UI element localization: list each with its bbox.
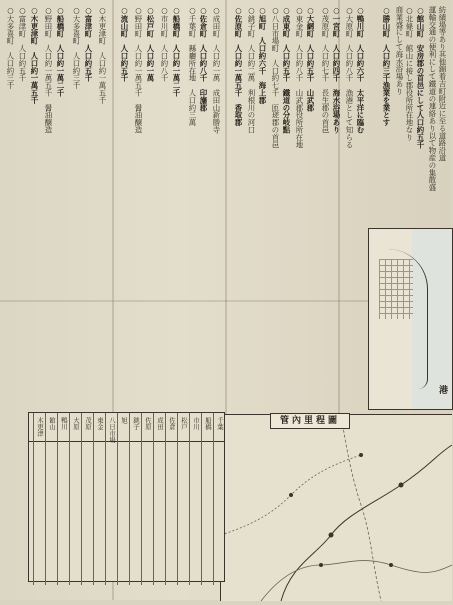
text-column: ○野田町 人口約一萬五千 醤油醸造: [134, 6, 143, 134]
table-column: 松戸: [177, 413, 189, 585]
text-column: ○八日市場町 人口約七千 匝瑳郡の首邑: [271, 6, 280, 149]
text-column: ○茂原町 人口約七千 長生郡の首邑: [321, 6, 330, 134]
text-column: ○旭町 人口約六千 海上郡: [258, 6, 267, 104]
route-map-title: 管內里程圖: [270, 413, 350, 429]
text-column: ○佐原町 人口約一萬五千 香取郡: [234, 6, 243, 126]
text-column: ○富津町 人口約五千: [18, 6, 27, 82]
table-column: 館山: [45, 413, 57, 585]
text-column: ○館山町 安房郡の首邑にして人口約五千: [416, 6, 425, 149]
text-column: ○船橋町 人口約一萬二千: [172, 6, 181, 97]
text-column: 紡績場等あり其他錦着吉町附近に至る道路沿道: [438, 6, 447, 162]
route-map-drawing: [221, 415, 452, 601]
table-column: 鴨川: [57, 413, 69, 585]
harbor-map-inset: [368, 228, 453, 410]
text-column: ○大網町 人口約五千 山武郡: [306, 6, 315, 112]
text-column: ○成東町 人口約五千 鐵道の分岐點: [282, 6, 291, 134]
table-column: 佐原: [141, 413, 153, 585]
table-column: 成田: [153, 413, 165, 585]
text-column: 運輸交通の便利にして鐵道の連絡あり以て物産の集散盛: [428, 6, 437, 191]
table-column: 市川: [189, 413, 201, 585]
table-column: 千葉: [213, 413, 225, 585]
text-column: ○富津町 人口約五千: [84, 6, 93, 82]
text-column: ○成田町 人口約一萬 成田山新勝寺: [212, 6, 221, 134]
text-column: ○銚子町 人口約二萬 利根川の河口: [247, 6, 256, 134]
text-column: ○千葉町 縣廳所在地 人口約三萬: [188, 6, 197, 126]
text-column: ○鴨川町 人口約六千 太平洋に臨む: [356, 6, 365, 134]
text-column: ○一宮町 人口約四千 海水浴場あり: [332, 6, 341, 134]
table-column: 大原: [69, 413, 81, 585]
text-column: ○市川町 人口約八千: [160, 6, 169, 82]
text-column: ○大原町 人口約八千 漁港として知らる: [345, 6, 354, 149]
text-column: ○木更津町 人口約一萬五千: [98, 6, 107, 104]
text-column: ○北條町 館山に接し郡役所所在地なり: [405, 6, 414, 141]
table-column: 茂原: [81, 413, 93, 585]
table-column: 佐倉: [165, 413, 177, 585]
route-map: [220, 414, 452, 601]
text-column: ○松戸町 人口約一萬: [146, 6, 155, 82]
text-column: ○大多喜町 人口約三千: [6, 6, 15, 89]
text-column: 商業盛にして海水浴場あり: [395, 6, 404, 95]
text-column: ○佐倉町 人口約八千 印旛郡: [199, 6, 208, 112]
town-grid: [379, 259, 413, 319]
table-column: 船橋: [201, 413, 213, 585]
distance-table: [28, 412, 225, 582]
table-column: 旭: [117, 413, 129, 585]
table-column: 東金: [93, 413, 105, 585]
text-column: ○大多喜町 人口約三千: [72, 6, 81, 89]
map-label: 港: [438, 386, 448, 396]
text-column: ○木更津町 人口約一萬五千: [30, 6, 39, 104]
text-column: ○流山町 人口約五千: [120, 6, 129, 82]
text-column: ○野田町 人口約一萬五千 醤油醸造: [44, 6, 53, 134]
text-column: ○勝山町 人口約三千漁業を業とす: [382, 6, 391, 126]
table-column: 木更津: [33, 413, 45, 585]
table-column: 八日市場: [105, 413, 117, 585]
text-column: ○東金町 人口約八千 山武郡役所所在地: [295, 6, 304, 149]
table-column: 銚子: [129, 413, 141, 585]
text-column: ○船橋町 人口約一萬二千: [56, 6, 65, 97]
